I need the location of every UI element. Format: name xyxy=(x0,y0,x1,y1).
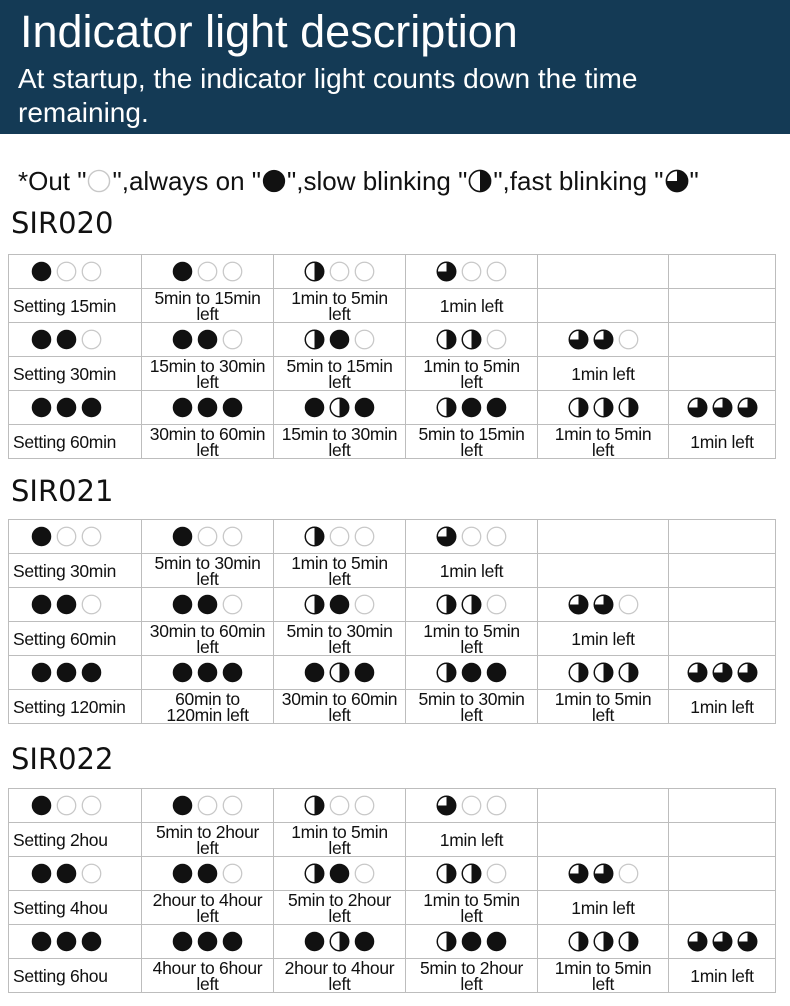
indicator-out-icon xyxy=(354,863,375,884)
stage-lights-cell xyxy=(274,656,406,690)
indicator-on-icon xyxy=(486,662,507,683)
indicator-on-icon xyxy=(461,397,482,418)
indicator-fast-icon xyxy=(436,526,457,547)
indicator-slow-icon xyxy=(568,397,589,418)
indicator-on-icon xyxy=(222,931,243,952)
indicator-on-icon xyxy=(262,169,286,193)
stage-lights-cell xyxy=(669,925,776,959)
stage-description: 30min to 60min left xyxy=(142,622,274,656)
indicator-on-icon xyxy=(56,594,77,615)
stage-lights-cell xyxy=(669,656,776,690)
indicator-slow-icon xyxy=(304,329,325,350)
lights-row xyxy=(9,255,776,289)
indicator-slow-icon xyxy=(593,931,614,952)
indicator-out-icon xyxy=(56,795,77,816)
indicator-fast-icon xyxy=(712,931,733,952)
indicator-on-icon xyxy=(172,662,193,683)
setting-label: Setting 15min xyxy=(9,289,142,323)
indicator-on-icon xyxy=(31,594,52,615)
lights-row xyxy=(9,391,776,425)
setting-label: Setting 60min xyxy=(9,622,142,656)
empty-cell xyxy=(669,622,776,656)
indicator-slow-icon xyxy=(436,594,457,615)
indicator-on-icon xyxy=(172,931,193,952)
stage-lights-cell xyxy=(142,925,274,959)
indicator-out-icon xyxy=(354,329,375,350)
stage-lights-cell xyxy=(142,255,274,289)
legend-text: ", xyxy=(287,166,304,196)
indicator-fast-icon xyxy=(737,931,758,952)
indicator-fast-icon xyxy=(436,795,457,816)
indicator-out-icon xyxy=(354,594,375,615)
indicator-slow-icon xyxy=(436,397,457,418)
stage-lights-cell xyxy=(142,520,274,554)
legend-slow-icon xyxy=(468,169,492,193)
stage-lights-cell xyxy=(142,789,274,823)
stage-lights-cell xyxy=(538,391,669,425)
setting-lights-cell xyxy=(9,391,142,425)
stage-description: 1min left xyxy=(669,959,776,993)
indicator-on-icon xyxy=(31,931,52,952)
description-row xyxy=(9,425,776,459)
indicator-out-icon xyxy=(461,526,482,547)
indicator-on-icon xyxy=(172,397,193,418)
stage-description: 1min to 5min left xyxy=(406,357,538,391)
indicator-slow-icon xyxy=(461,863,482,884)
empty-cell xyxy=(669,357,776,391)
legend-on-icon xyxy=(262,169,286,193)
indicator-on-icon xyxy=(304,662,325,683)
description-row xyxy=(9,690,776,724)
indicator-out-icon xyxy=(486,594,507,615)
stage-description: 1min left xyxy=(538,622,669,656)
empty-cell xyxy=(669,823,776,857)
indicator-out-icon xyxy=(87,169,111,193)
empty-cell xyxy=(538,255,669,289)
indicator-on-icon xyxy=(222,662,243,683)
stage-description: 1min to 5min left xyxy=(538,425,669,459)
stage-description: 15min to 30min left xyxy=(274,425,406,459)
indicator-out-icon xyxy=(81,594,102,615)
stage-description: 15min to 30min left xyxy=(142,357,274,391)
lights-row xyxy=(9,789,776,823)
stage-lights-cell xyxy=(406,323,538,357)
indicator-slow-icon xyxy=(436,662,457,683)
indicator-on-icon xyxy=(197,931,218,952)
stage-description: 1min left xyxy=(406,554,538,588)
empty-cell xyxy=(538,289,669,323)
indicator-slow-icon xyxy=(329,931,350,952)
indicator-on-icon xyxy=(354,397,375,418)
stage-lights-cell xyxy=(406,520,538,554)
stage-lights-cell xyxy=(142,323,274,357)
description-row xyxy=(9,891,776,925)
stage-description: 1min left xyxy=(406,289,538,323)
legend-text: *Out " xyxy=(18,166,87,196)
indicator-slow-icon xyxy=(593,662,614,683)
stage-description: 5min to 2hour left xyxy=(142,823,274,857)
indicator-slow-icon xyxy=(304,594,325,615)
indicator-on-icon xyxy=(56,863,77,884)
setting-label: Setting 2hou xyxy=(9,823,142,857)
indicator-out-icon xyxy=(222,863,243,884)
stage-lights-cell xyxy=(274,789,406,823)
indicator-out-icon xyxy=(56,526,77,547)
lights-row xyxy=(9,520,776,554)
stage-description: 1min to 5min left xyxy=(274,823,406,857)
indicator-out-icon xyxy=(618,594,639,615)
indicator-on-icon xyxy=(31,662,52,683)
stage-lights-cell xyxy=(406,925,538,959)
stage-description: 1min left xyxy=(538,357,669,391)
indicator-slow-icon xyxy=(436,931,457,952)
stage-description: 5min to 15min left xyxy=(142,289,274,323)
setting-lights-cell xyxy=(9,857,142,891)
description-row xyxy=(9,959,776,993)
indicator-out-icon xyxy=(329,526,350,547)
stage-description: 2hour to 4hour left xyxy=(274,959,406,993)
empty-cell xyxy=(669,255,776,289)
indicator-table xyxy=(8,788,776,993)
indicator-slow-icon xyxy=(436,329,457,350)
empty-cell xyxy=(669,857,776,891)
empty-cell xyxy=(538,554,669,588)
indicator-out-icon xyxy=(354,261,375,282)
stage-description: 1min to 5min left xyxy=(538,690,669,724)
indicator-on-icon xyxy=(81,397,102,418)
indicator-fast-icon xyxy=(712,662,733,683)
legend-fast-icon xyxy=(665,169,689,193)
indicator-slow-icon xyxy=(304,526,325,547)
stage-description: 5min to 2hour left xyxy=(406,959,538,993)
indicator-out-icon xyxy=(354,795,375,816)
indicator-out-icon xyxy=(81,261,102,282)
stage-description: 5min to 2hour left xyxy=(274,891,406,925)
legend-text: ", xyxy=(112,166,129,196)
stage-description: 1min left xyxy=(406,823,538,857)
indicator-out-icon xyxy=(486,261,507,282)
stage-lights-cell xyxy=(274,255,406,289)
stage-lights-cell xyxy=(274,857,406,891)
indicator-fast-icon xyxy=(436,261,457,282)
setting-label: Setting 30min xyxy=(9,554,142,588)
indicator-on-icon xyxy=(461,931,482,952)
indicator-on-icon xyxy=(31,329,52,350)
indicator-on-icon xyxy=(31,863,52,884)
page-subtitle: At startup, the indicator light counts down the time remaining. xyxy=(18,63,638,128)
indicator-slow-icon xyxy=(329,662,350,683)
indicator-slow-icon xyxy=(304,261,325,282)
lights-row xyxy=(9,323,776,357)
empty-cell xyxy=(669,588,776,622)
setting-label: Setting 30min xyxy=(9,357,142,391)
lights-row xyxy=(9,857,776,891)
stage-lights-cell xyxy=(406,391,538,425)
indicator-on-icon xyxy=(329,863,350,884)
stage-lights-cell xyxy=(538,656,669,690)
indicator-out-icon xyxy=(461,795,482,816)
stage-lights-cell xyxy=(406,789,538,823)
setting-label: Setting 60min xyxy=(9,425,142,459)
stage-lights-cell xyxy=(274,520,406,554)
indicator-fast-icon xyxy=(593,329,614,350)
indicator-on-icon xyxy=(197,397,218,418)
indicator-on-icon xyxy=(329,594,350,615)
indicator-out-icon xyxy=(222,795,243,816)
indicator-on-icon xyxy=(329,329,350,350)
description-row xyxy=(9,823,776,857)
stage-lights-cell xyxy=(142,857,274,891)
indicator-table xyxy=(8,254,776,459)
setting-label: Setting 4hou xyxy=(9,891,142,925)
indicator-on-icon xyxy=(172,261,193,282)
indicator-on-icon xyxy=(197,594,218,615)
indicator-slow-icon xyxy=(618,397,639,418)
stage-description: 1min to 5min left xyxy=(274,554,406,588)
legend-text: " xyxy=(689,166,699,196)
stage-description: 60min to 120min left xyxy=(142,690,274,724)
empty-cell xyxy=(669,520,776,554)
indicator-out-icon xyxy=(618,863,639,884)
indicator-slow-icon xyxy=(568,662,589,683)
stage-description: 1min left xyxy=(669,425,776,459)
description-row xyxy=(9,289,776,323)
indicator-out-icon xyxy=(197,261,218,282)
stage-lights-cell xyxy=(274,588,406,622)
indicator-on-icon xyxy=(304,931,325,952)
legend-text: always on " xyxy=(128,166,262,196)
legend-text: fast blinking " xyxy=(509,166,664,196)
indicator-slow-icon xyxy=(618,662,639,683)
stage-description: 1min to 5min left xyxy=(274,289,406,323)
lights-row xyxy=(9,588,776,622)
stage-lights-cell xyxy=(142,588,274,622)
stage-lights-cell xyxy=(406,656,538,690)
indicator-on-icon xyxy=(172,795,193,816)
lights-row xyxy=(9,925,776,959)
indicator-out-icon xyxy=(618,329,639,350)
stage-description: 5min to 30min left xyxy=(274,622,406,656)
legend-text: ", xyxy=(493,166,510,196)
indicator-fast-icon xyxy=(687,397,708,418)
stage-lights-cell xyxy=(274,323,406,357)
model-heading: SIR022 xyxy=(11,742,114,776)
stage-description: 4hour to 6hour left xyxy=(142,959,274,993)
indicator-slow-icon xyxy=(304,863,325,884)
indicator-out-icon xyxy=(56,261,77,282)
indicator-on-icon xyxy=(486,931,507,952)
description-row xyxy=(9,622,776,656)
indicator-on-icon xyxy=(81,662,102,683)
stage-lights-cell xyxy=(274,391,406,425)
legend-out-icon xyxy=(87,169,111,193)
stage-description: 5min to 15min left xyxy=(406,425,538,459)
indicator-on-icon xyxy=(486,397,507,418)
stage-lights-cell xyxy=(142,391,274,425)
indicator-out-icon xyxy=(81,329,102,350)
stage-description: 1min to 5min left xyxy=(406,622,538,656)
indicator-fast-icon xyxy=(665,169,689,193)
lights-row xyxy=(9,656,776,690)
indicator-slow-icon xyxy=(304,795,325,816)
indicator-out-icon xyxy=(486,795,507,816)
stage-lights-cell xyxy=(274,925,406,959)
indicator-on-icon xyxy=(197,662,218,683)
indicator-on-icon xyxy=(461,662,482,683)
model-heading: SIR021 xyxy=(11,474,114,508)
empty-cell xyxy=(538,789,669,823)
indicator-on-icon xyxy=(354,931,375,952)
stage-lights-cell xyxy=(406,255,538,289)
empty-cell xyxy=(669,789,776,823)
indicator-on-icon xyxy=(172,594,193,615)
indicator-slow-icon xyxy=(436,863,457,884)
indicator-fast-icon xyxy=(593,594,614,615)
indicator-fast-icon xyxy=(687,931,708,952)
stage-description: 1min to 5min left xyxy=(406,891,538,925)
indicator-slow-icon xyxy=(618,931,639,952)
stage-description: 5min to 30min left xyxy=(142,554,274,588)
indicator-on-icon xyxy=(81,931,102,952)
empty-cell xyxy=(538,520,669,554)
description-row xyxy=(9,357,776,391)
stage-description: 5min to 15min left xyxy=(274,357,406,391)
setting-lights-cell xyxy=(9,520,142,554)
indicator-fast-icon xyxy=(687,662,708,683)
setting-label: Setting 120min xyxy=(9,690,142,724)
legend-text: slow blinking " xyxy=(303,166,468,196)
stage-lights-cell xyxy=(538,925,669,959)
indicator-fast-icon xyxy=(568,329,589,350)
indicator-fast-icon xyxy=(712,397,733,418)
indicator-slow-icon xyxy=(593,397,614,418)
indicator-out-icon xyxy=(329,795,350,816)
indicator-on-icon xyxy=(56,329,77,350)
empty-cell xyxy=(538,823,669,857)
indicator-on-icon xyxy=(172,526,193,547)
indicator-on-icon xyxy=(56,931,77,952)
empty-cell xyxy=(669,289,776,323)
setting-label: Setting 6hou xyxy=(9,959,142,993)
setting-lights-cell xyxy=(9,789,142,823)
indicator-on-icon xyxy=(172,863,193,884)
indicator-slow-icon xyxy=(461,329,482,350)
indicator-slow-icon xyxy=(329,397,350,418)
stage-lights-cell xyxy=(406,857,538,891)
indicator-out-icon xyxy=(329,261,350,282)
indicator-on-icon xyxy=(56,397,77,418)
indicator-out-icon xyxy=(222,526,243,547)
indicator-out-icon xyxy=(222,594,243,615)
indicator-on-icon xyxy=(222,397,243,418)
empty-cell xyxy=(669,554,776,588)
indicator-fast-icon xyxy=(737,662,758,683)
indicator-out-icon xyxy=(81,526,102,547)
indicator-fast-icon xyxy=(568,863,589,884)
stage-description: 5min to 30min left xyxy=(406,690,538,724)
indicator-on-icon xyxy=(56,662,77,683)
indicator-out-icon xyxy=(486,863,507,884)
setting-lights-cell xyxy=(9,323,142,357)
indicator-out-icon xyxy=(486,526,507,547)
indicator-on-icon xyxy=(31,526,52,547)
indicator-on-icon xyxy=(354,662,375,683)
stage-lights-cell xyxy=(538,323,669,357)
header-banner xyxy=(0,0,790,134)
empty-cell xyxy=(669,891,776,925)
indicator-on-icon xyxy=(172,329,193,350)
stage-description: 30min to 60min left xyxy=(274,690,406,724)
setting-lights-cell xyxy=(9,588,142,622)
indicator-on-icon xyxy=(31,397,52,418)
indicator-on-icon xyxy=(31,261,52,282)
stage-description: 1min left xyxy=(538,891,669,925)
stage-description: 1min left xyxy=(669,690,776,724)
indicator-on-icon xyxy=(31,795,52,816)
indicator-fast-icon xyxy=(593,863,614,884)
indicator-legend xyxy=(18,164,699,198)
indicator-on-icon xyxy=(197,863,218,884)
indicator-out-icon xyxy=(81,863,102,884)
indicator-slow-icon xyxy=(568,931,589,952)
indicator-fast-icon xyxy=(737,397,758,418)
stage-lights-cell xyxy=(669,391,776,425)
stage-description: 2hour to 4hour left xyxy=(142,891,274,925)
indicator-table xyxy=(8,519,776,724)
setting-lights-cell xyxy=(9,255,142,289)
indicator-fast-icon xyxy=(568,594,589,615)
empty-cell xyxy=(669,323,776,357)
indicator-out-icon xyxy=(197,526,218,547)
page-title: Indicator light description xyxy=(20,6,518,57)
indicator-on-icon xyxy=(304,397,325,418)
indicator-out-icon xyxy=(461,261,482,282)
indicator-out-icon xyxy=(222,261,243,282)
stage-description: 30min to 60min left xyxy=(142,425,274,459)
indicator-out-icon xyxy=(222,329,243,350)
stage-lights-cell xyxy=(538,588,669,622)
stage-description: 1min to 5min left xyxy=(538,959,669,993)
setting-lights-cell xyxy=(9,925,142,959)
stage-lights-cell xyxy=(406,588,538,622)
indicator-out-icon xyxy=(81,795,102,816)
setting-lights-cell xyxy=(9,656,142,690)
model-heading: SIR020 xyxy=(11,206,114,240)
indicator-slow-icon xyxy=(461,594,482,615)
indicator-on-icon xyxy=(197,329,218,350)
stage-lights-cell xyxy=(538,857,669,891)
indicator-slow-icon xyxy=(468,169,492,193)
stage-lights-cell xyxy=(142,656,274,690)
indicator-out-icon xyxy=(354,526,375,547)
indicator-out-icon xyxy=(197,795,218,816)
description-row xyxy=(9,554,776,588)
indicator-out-icon xyxy=(486,329,507,350)
